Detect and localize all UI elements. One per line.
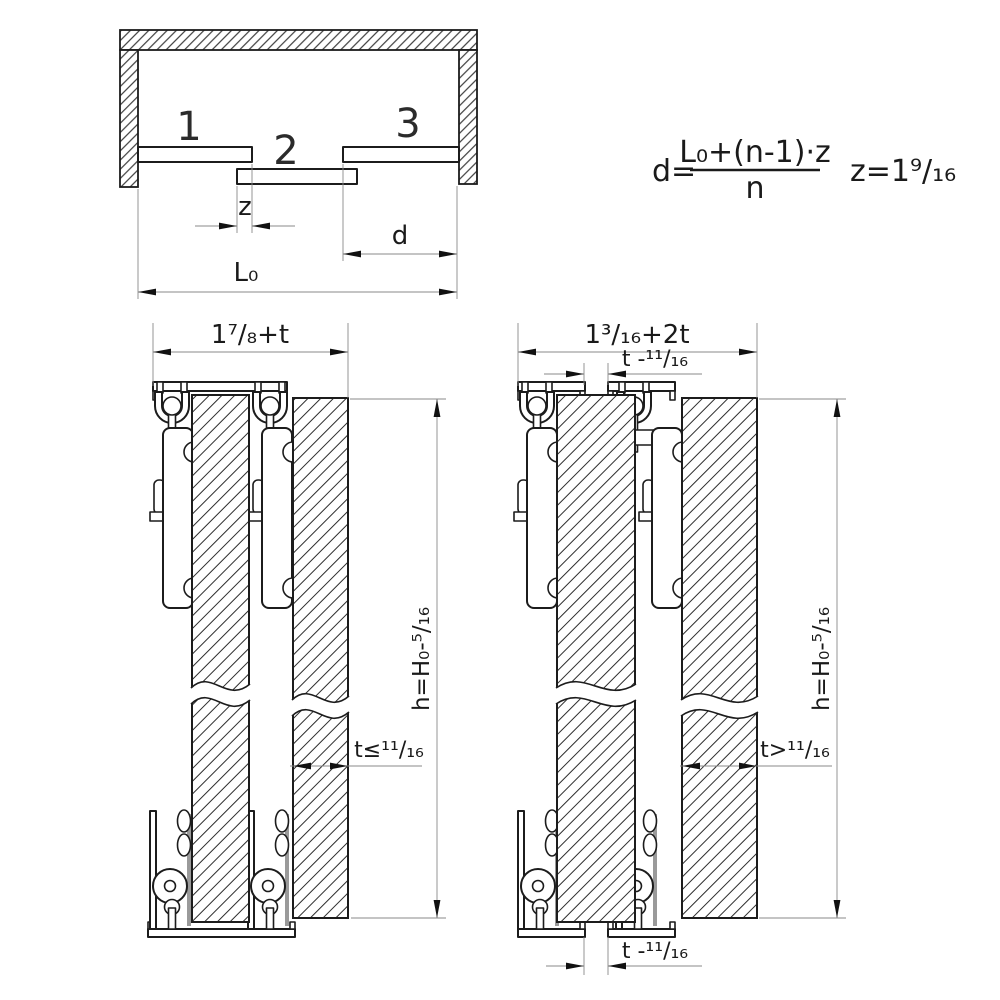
- z-value: z=1⁹/₁₆: [850, 154, 957, 189]
- height-label-left: h=H₀-⁵/₁₆: [409, 606, 435, 712]
- glass-panel-fixed: [292, 398, 349, 918]
- glass-panel-sliding: [556, 395, 636, 922]
- l0-dimension-label: L₀: [233, 258, 259, 288]
- height-label-right: h=H₀-⁵/₁₆: [809, 606, 835, 712]
- formula-lhs: d=: [652, 154, 697, 189]
- panel-3-label: 3: [395, 101, 421, 147]
- formula-numerator: L₀+(n-1)·z: [679, 135, 831, 170]
- glass-panel-sliding: [191, 395, 250, 922]
- z-dimension-label: z: [238, 192, 252, 222]
- top-gap-label: t -¹¹/₁₆: [621, 347, 689, 372]
- width-label-left: 1⁷/₈+t: [210, 320, 290, 350]
- panel-2-label: 2: [273, 128, 299, 174]
- wall-left: [120, 50, 138, 187]
- wall-top: [120, 30, 477, 50]
- bottom-gap-label: t -¹¹/₁₆: [621, 939, 689, 964]
- panel-1-label: 1: [176, 104, 202, 150]
- width-label-right: 1³/₁₆+2t: [584, 320, 690, 350]
- glass-panel-fixed: [681, 398, 758, 918]
- formula-denominator: n: [745, 171, 765, 206]
- thickness-label-right: t>¹¹/₁₆: [760, 738, 830, 763]
- wall-right: [459, 50, 477, 184]
- d-dimension-label: d: [391, 221, 409, 251]
- door-panel-3: [343, 147, 459, 162]
- thickness-label-left: t≤¹¹/₁₆: [354, 738, 424, 763]
